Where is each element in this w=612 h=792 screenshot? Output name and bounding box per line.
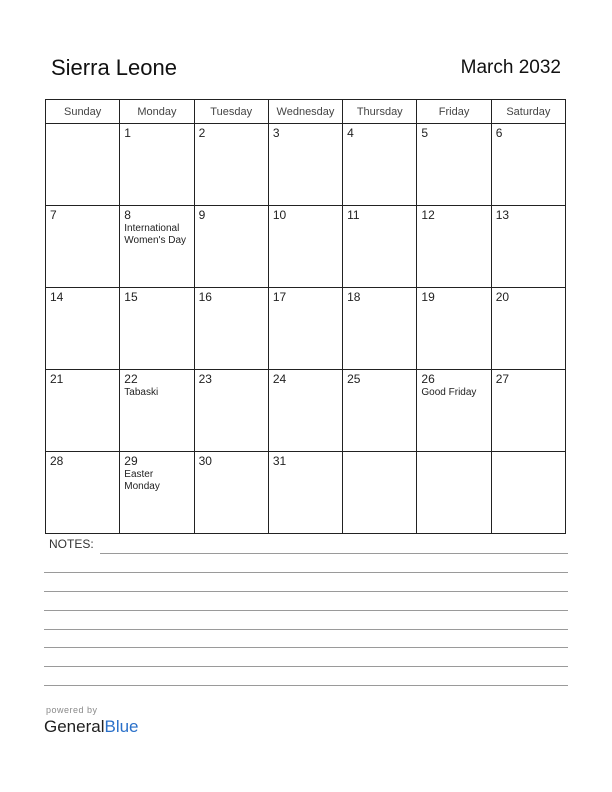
day-cell (268, 206, 342, 288)
day-cell (343, 452, 417, 534)
day-cell (120, 452, 194, 534)
day-cell (343, 124, 417, 206)
week-row (46, 452, 566, 534)
day-cell (417, 124, 491, 206)
day-number: 9 (198, 208, 206, 222)
holiday-label: Good Friday (421, 387, 477, 398)
day-number: 29 (124, 454, 138, 468)
day-cell (194, 370, 268, 452)
note-line (100, 553, 568, 554)
day-cell (194, 288, 268, 370)
day-cell (268, 452, 342, 534)
holiday-label: Tabaski (124, 387, 159, 398)
day-number: 23 (198, 372, 212, 386)
day-number: 21 (50, 372, 64, 386)
day-number: 30 (198, 454, 212, 468)
holiday-label: Easter Monday (124, 469, 160, 492)
week-row (46, 288, 566, 370)
day-number: 7 (50, 208, 57, 222)
day-cell (268, 370, 342, 452)
weekday-saturday: Saturday (491, 100, 565, 124)
day-cell (194, 452, 268, 534)
day-number: 12 (421, 208, 435, 222)
day-cell (417, 206, 491, 288)
day-cell (120, 370, 194, 452)
day-cell (417, 288, 491, 370)
day-number: 27 (495, 372, 510, 386)
day-cell (46, 288, 120, 370)
day-number: 31 (272, 454, 287, 468)
day-number: 3 (272, 126, 280, 140)
day-number: 28 (50, 454, 64, 468)
day-number: 26 (421, 372, 435, 386)
day-number: 8 (124, 208, 131, 222)
day-number: 14 (50, 290, 64, 304)
day-cell (120, 206, 194, 288)
day-cell (343, 206, 417, 288)
brand-blue: Blue (104, 717, 139, 736)
brand-general: General (44, 717, 105, 736)
day-cell (46, 452, 120, 534)
note-line (44, 685, 568, 686)
weekday-thursday: Thursday (343, 100, 417, 124)
week-row (46, 124, 566, 206)
holiday-label: International Women's Day (124, 223, 187, 246)
generalblue-logo (44, 717, 139, 737)
weekday-wednesday: Wednesday (268, 100, 342, 124)
weekday-header-row (46, 100, 566, 124)
note-line (44, 647, 568, 648)
note-line (44, 572, 568, 573)
day-number: 10 (272, 208, 287, 222)
day-cell (417, 370, 491, 452)
day-number: 11 (347, 208, 360, 222)
day-cell (268, 288, 342, 370)
day-number: 15 (124, 290, 138, 304)
day-number: 20 (495, 290, 510, 304)
day-number: 2 (198, 126, 206, 140)
day-number: 19 (421, 290, 435, 304)
note-line (44, 591, 568, 592)
weekday-sunday: Sunday (46, 100, 120, 124)
powered-by-text: powered by (46, 705, 98, 715)
day-cell (491, 452, 565, 534)
day-number: 22 (124, 372, 138, 386)
weekday-monday: Monday (120, 100, 194, 124)
day-number: 6 (495, 126, 503, 140)
day-cell (120, 124, 194, 206)
day-number: 18 (347, 290, 361, 304)
day-cell (46, 370, 120, 452)
day-number: 1 (124, 126, 131, 140)
day-number: 17 (272, 290, 287, 304)
day-cell (491, 124, 565, 206)
day-number: 4 (347, 126, 354, 140)
notes-label: NOTES: (49, 537, 94, 551)
calendar-grid (45, 99, 566, 534)
day-number: 13 (495, 208, 510, 222)
day-cell (491, 288, 565, 370)
month-title: March 2032 (460, 57, 561, 78)
day-cell (194, 124, 268, 206)
day-cell (194, 206, 268, 288)
day-cell (46, 124, 120, 206)
note-line (44, 629, 568, 630)
day-cell (120, 288, 194, 370)
week-row (46, 370, 566, 452)
day-cell (268, 124, 342, 206)
day-cell (343, 370, 417, 452)
weekday-friday: Friday (417, 100, 491, 124)
day-number: 25 (347, 372, 361, 386)
day-cell (46, 206, 120, 288)
day-number: 5 (421, 126, 429, 140)
weekday-tuesday: Tuesday (194, 100, 268, 124)
day-number: 24 (272, 372, 287, 386)
day-cell (491, 206, 565, 288)
note-line (44, 610, 568, 611)
week-row (46, 206, 566, 288)
day-cell (417, 452, 491, 534)
day-number: 16 (198, 290, 212, 304)
day-cell (343, 288, 417, 370)
day-cell (491, 370, 565, 452)
note-line (44, 666, 568, 667)
country-title: Sierra Leone (51, 55, 177, 80)
